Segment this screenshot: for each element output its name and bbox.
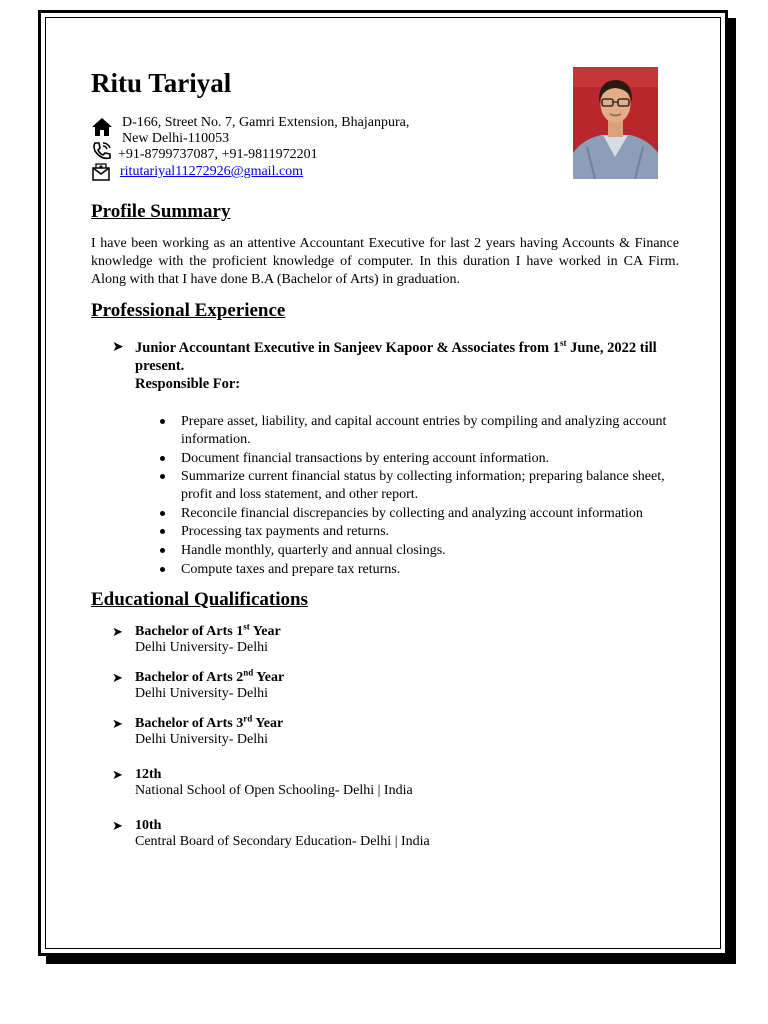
- bullet-icon: [160, 567, 165, 572]
- arrow-bullet-icon: ➤: [112, 767, 123, 782]
- email-link[interactable]: ritutariyal11272926@gmail.com: [120, 164, 304, 179]
- profile-photo: [573, 67, 658, 179]
- list-item: Document financial transactions by entering account information.: [159, 450, 679, 468]
- educational-qualifications-heading: Educational Qualifications: [91, 589, 308, 610]
- professional-experience-heading: Professional Experience: [91, 300, 286, 321]
- education-item: [112, 621, 281, 656]
- list-item: Compute taxes and prepare tax returns.: [159, 561, 679, 579]
- bullet-icon: [160, 529, 165, 534]
- education-item: [112, 767, 413, 799]
- education-degree: Bachelor of Arts 2nd Year: [135, 667, 285, 685]
- education-institution: Central Board of Secondary Education- Delhi | India: [135, 834, 430, 849]
- bullet-icon: [160, 456, 165, 461]
- education-item: [112, 713, 284, 748]
- education-degree: 10th: [135, 818, 162, 833]
- bullet-icon: [160, 474, 165, 479]
- list-item: Summarize current financial status by collecting information; preparing balance sheet, profit and loss statement, and other report.: [159, 468, 679, 504]
- email-row: [91, 163, 421, 183]
- list-item: Prepare asset, liability, and capital account entries by compiling and analyzing account information.: [159, 413, 679, 449]
- profile-summary-text: I have been working as an attentive Accountant Executive for last 2 years having Accounts & Finance knowledge with the proficient knowledge of computer. In this duration I have worked in CA Firm. Along with that I have done B.A (Bachelor of Arts) in graduation.: [91, 236, 679, 287]
- duties-list: [159, 413, 679, 579]
- arrow-bullet-icon: ➤: [112, 340, 124, 355]
- education-degree: Bachelor of Arts 3rd Year: [135, 713, 284, 731]
- education-degree: 12th: [135, 767, 162, 782]
- bullet-icon: [160, 548, 165, 553]
- education-institution: National School of Open Schooling- Delhi | India: [135, 783, 413, 798]
- home-icon: [91, 117, 113, 137]
- list-item: Processing tax payments and returns.: [159, 523, 679, 541]
- bullet-icon: [160, 419, 165, 424]
- list-item: Handle monthly, quarterly and annual closings.: [159, 542, 679, 560]
- education-degree: Bachelor of Arts 1st Year: [135, 621, 281, 639]
- education-item: [112, 818, 430, 850]
- phone-numbers: +91-8799737087, +91-9811972201: [118, 147, 318, 162]
- bullet-icon: [160, 511, 165, 516]
- arrow-bullet-icon: ➤: [112, 670, 123, 685]
- responsible-for-label: Responsible For:: [135, 376, 241, 392]
- profile-summary-heading: Profile Summary: [91, 201, 231, 222]
- phone-icon: [91, 140, 113, 160]
- address-line-2: New Delhi-110053: [122, 131, 230, 146]
- mail-icon: [91, 162, 113, 182]
- arrow-bullet-icon: ➤: [112, 624, 123, 639]
- job-title: Junior Accountant Executive in Sanjeev Kapoor & Associates from 1st June, 2022 till present.: [135, 338, 657, 374]
- education-institution: Delhi University- Delhi: [135, 686, 268, 701]
- arrow-bullet-icon: ➤: [112, 716, 123, 731]
- arrow-bullet-icon: ➤: [112, 818, 123, 833]
- education-item: [112, 667, 285, 702]
- list-item: Reconcile financial discrepancies by collecting and analyzing account information: [159, 505, 679, 523]
- education-institution: Delhi University- Delhi: [135, 640, 268, 655]
- candidate-name: Ritu Tariyal: [91, 68, 232, 98]
- address-line-1: D-166, Street No. 7, Gamri Extension, Bhajanpura,: [122, 115, 410, 130]
- job-entry: [112, 339, 680, 393]
- address-row: [91, 114, 421, 150]
- education-institution: Delhi University- Delhi: [135, 732, 268, 747]
